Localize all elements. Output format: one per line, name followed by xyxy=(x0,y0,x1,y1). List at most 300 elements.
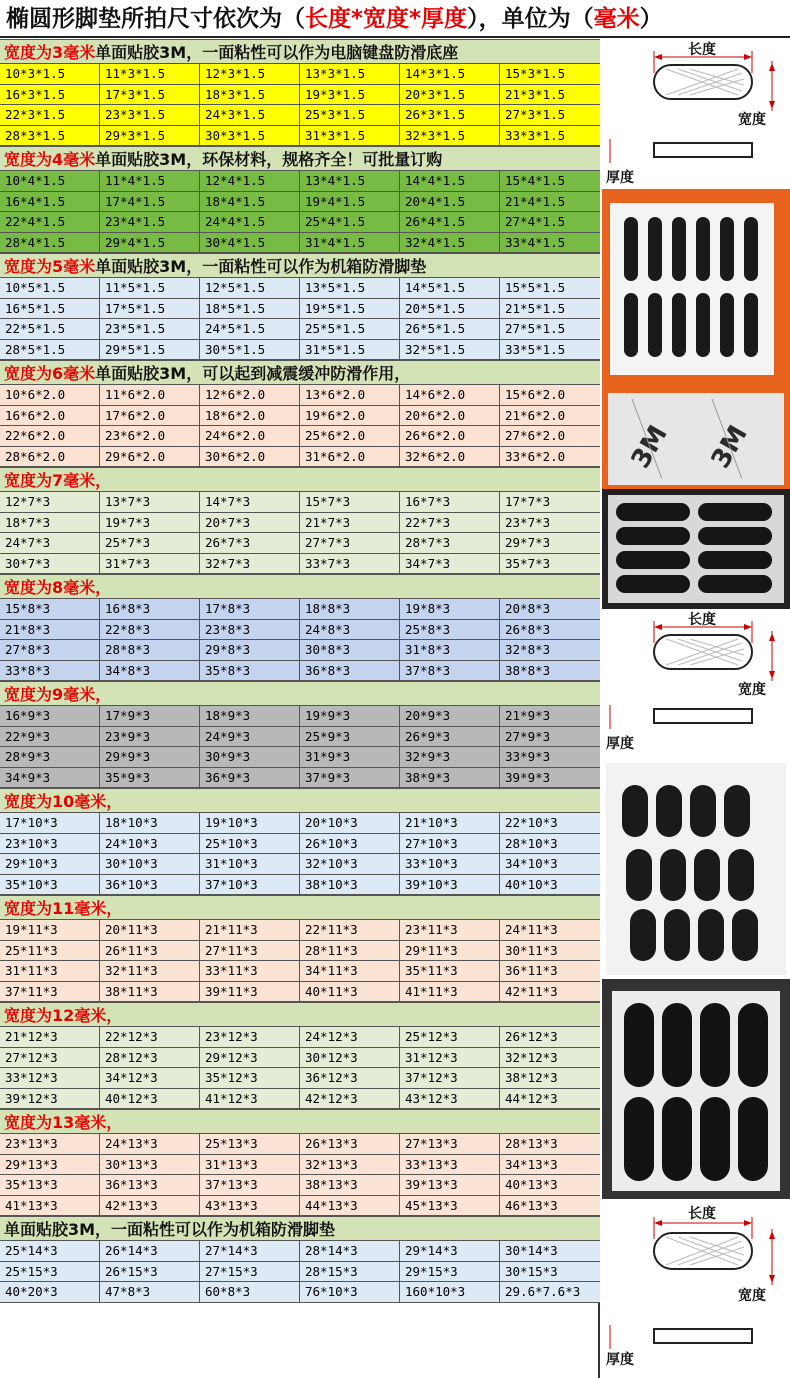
title-part4: 毫米 xyxy=(593,6,640,32)
table-row xyxy=(0,747,600,768)
size-cell: 28*4*1.5 xyxy=(0,233,100,253)
section-header-width: 宽度为4毫米 xyxy=(4,150,96,169)
size-cell: 42*12*3 xyxy=(300,1089,400,1109)
size-cell: 33*12*3 xyxy=(0,1068,100,1088)
section-header-width: 宽度为11毫米， xyxy=(4,899,123,918)
size-cell: 20*7*3 xyxy=(200,513,300,533)
size-cell: 25*12*3 xyxy=(400,1027,500,1047)
size-cell: 27*8*3 xyxy=(0,640,100,660)
size-cell: 20*3*1.5 xyxy=(400,85,500,105)
size-cell: 15*4*1.5 xyxy=(505,173,566,188)
size-cell: 25*6*2.0 xyxy=(300,426,400,446)
section-header xyxy=(0,1109,600,1134)
size-cell: 22*5*1.5 xyxy=(0,319,100,339)
width-label-1: 宽度 xyxy=(738,112,766,128)
size-section-3 xyxy=(0,360,600,467)
table-row xyxy=(0,85,600,106)
table-row xyxy=(0,319,600,340)
size-cell: 38*13*3 xyxy=(300,1175,400,1195)
size-cell: 25*7*3 xyxy=(100,533,200,553)
length-label-1: 长度 xyxy=(688,42,716,58)
size-cell: 19*10*3 xyxy=(200,813,300,833)
size-cell: 37*8*3 xyxy=(400,661,500,681)
table-row xyxy=(0,126,600,147)
size-cell: 19*11*3 xyxy=(0,920,100,940)
table-row xyxy=(0,492,600,513)
size-cell: 24*4*1.5 xyxy=(200,212,300,232)
size-cell: 35*12*3 xyxy=(200,1068,300,1088)
length-label-3: 长度 xyxy=(688,1206,716,1222)
size-cell: 20*8*3 xyxy=(505,601,551,616)
table-row xyxy=(0,813,600,834)
title-part5: ） xyxy=(639,6,663,32)
size-cell: 27*12*3 xyxy=(0,1048,100,1068)
product-photo-horizontal-pads xyxy=(602,489,790,609)
size-cell: 17*4*1.5 xyxy=(100,192,200,212)
table-row xyxy=(0,1241,600,1262)
size-cell: 33*13*3 xyxy=(400,1155,500,1175)
section-header-description: 单面贴胶3M，一面粘性可以作为机箱防滑脚垫 xyxy=(95,257,427,276)
table-row xyxy=(0,961,600,982)
table-row xyxy=(0,233,600,254)
size-cell: 20*10*3 xyxy=(300,813,400,833)
size-section-9 xyxy=(0,1002,600,1109)
table-row xyxy=(0,426,600,447)
size-cell: 24*10*3 xyxy=(100,834,200,854)
size-cell: 17*9*3 xyxy=(100,706,200,726)
size-cell: 32*11*3 xyxy=(100,961,200,981)
size-cell: 29*15*3 xyxy=(400,1262,500,1282)
size-cell: 26*11*3 xyxy=(100,941,200,961)
size-cell: 30*14*3 xyxy=(505,1243,558,1258)
size-cell: 32*10*3 xyxy=(300,854,400,874)
size-cell: 21*3*1.5 xyxy=(505,86,566,102)
size-cell: 38*8*3 xyxy=(505,662,551,678)
size-cell: 31*8*3 xyxy=(400,640,500,660)
size-cell: 29*4*1.5 xyxy=(100,233,200,253)
size-cell: 13*7*3 xyxy=(100,492,200,512)
size-cell: 13*4*1.5 xyxy=(300,171,400,191)
size-cell: 35*10*3 xyxy=(0,875,100,895)
size-cell: 14*5*1.5 xyxy=(400,278,500,298)
size-cell: 27*5*1.5 xyxy=(505,321,566,336)
table-row xyxy=(0,171,600,192)
size-cell: 17*10*3 xyxy=(0,813,100,833)
thickness-label-2: 厚度 xyxy=(606,736,634,752)
size-cell: 40*10*3 xyxy=(505,876,558,892)
section-header xyxy=(0,1216,600,1241)
size-cell: 28*7*3 xyxy=(400,533,500,553)
size-cell: 39*10*3 xyxy=(400,875,500,895)
size-cell: 21*10*3 xyxy=(400,813,500,833)
size-cell: 23*9*3 xyxy=(100,727,200,747)
product-photo-vertical-pads xyxy=(602,189,790,389)
size-section-2 xyxy=(0,253,600,360)
size-cell: 33*11*3 xyxy=(200,961,300,981)
size-cell: 21*5*1.5 xyxy=(505,300,566,316)
size-table xyxy=(0,39,600,1378)
size-cell: 13*6*2.0 xyxy=(300,385,400,405)
size-cell: 35*11*3 xyxy=(400,961,500,981)
size-cell: 24*12*3 xyxy=(300,1027,400,1047)
size-cell: 35*13*3 xyxy=(0,1175,100,1195)
size-cell: 19*5*1.5 xyxy=(300,299,400,319)
size-cell: 25*8*3 xyxy=(400,620,500,640)
size-cell: 16*4*1.5 xyxy=(0,192,100,212)
size-cell: 42*13*3 xyxy=(100,1196,200,1216)
size-cell: 24*9*3 xyxy=(200,727,300,747)
dimension-diagram-3 xyxy=(602,1199,790,1378)
section-header-description: 单面贴胶3M，环保材料，规格齐全！可批量订购 xyxy=(95,150,443,169)
size-cell: 33*5*1.5 xyxy=(505,341,566,357)
size-cell: 23*12*3 xyxy=(200,1027,300,1047)
table-row xyxy=(0,727,600,748)
size-cell: 12*6*2.0 xyxy=(200,385,300,405)
section-header xyxy=(0,1002,600,1027)
size-cell: 10*5*1.5 xyxy=(0,278,100,298)
size-cell: 23*13*3 xyxy=(0,1134,100,1154)
size-cell: 15*3*1.5 xyxy=(505,66,566,81)
table-row xyxy=(0,406,600,427)
size-cell: 26*6*2.0 xyxy=(400,426,500,446)
size-cell: 32*13*3 xyxy=(300,1155,400,1175)
table-row xyxy=(0,706,600,727)
section-header-width: 宽度为8毫米， xyxy=(4,578,112,597)
size-cell: 22*7*3 xyxy=(400,513,500,533)
size-cell: 34*12*3 xyxy=(100,1068,200,1088)
table-row xyxy=(0,1027,600,1048)
size-section-10 xyxy=(0,1109,600,1216)
size-cell: 28*8*3 xyxy=(100,640,200,660)
size-cell: 40*20*3 xyxy=(0,1282,100,1302)
size-section-5 xyxy=(0,574,600,681)
size-cell: 27*7*3 xyxy=(300,533,400,553)
size-cell: 27*15*3 xyxy=(200,1262,300,1282)
size-cell: 41*11*3 xyxy=(400,982,500,1002)
size-cell: 14*3*1.5 xyxy=(400,64,500,84)
size-cell: 39*12*3 xyxy=(0,1089,100,1109)
size-cell: 23*6*2.0 xyxy=(100,426,200,446)
section-header xyxy=(0,360,600,385)
table-row xyxy=(0,64,600,85)
section-header-width: 宽度为13毫米， xyxy=(4,1113,123,1132)
size-cell: 27*11*3 xyxy=(200,941,300,961)
size-cell: 44*12*3 xyxy=(505,1090,558,1106)
size-cell: 17*5*1.5 xyxy=(100,299,200,319)
size-cell: 34*7*3 xyxy=(400,554,500,574)
product-image-column xyxy=(602,39,790,1378)
size-cell: 12*4*1.5 xyxy=(200,171,300,191)
table-row xyxy=(0,192,600,213)
size-cell: 28*11*3 xyxy=(300,941,400,961)
size-cell: 29*14*3 xyxy=(400,1241,500,1261)
table-row xyxy=(0,105,600,126)
table-row xyxy=(0,1262,600,1283)
size-cell: 36*8*3 xyxy=(300,661,400,681)
title-part3: ），单位为（ xyxy=(467,6,594,32)
size-cell: 29*8*3 xyxy=(200,640,300,660)
size-cell: 30*13*3 xyxy=(100,1155,200,1175)
size-cell: 31*9*3 xyxy=(300,747,400,767)
size-cell: 24*8*3 xyxy=(300,620,400,640)
size-cell: 24*13*3 xyxy=(100,1134,200,1154)
size-cell: 18*10*3 xyxy=(100,813,200,833)
section-header xyxy=(0,574,600,599)
size-cell: 16*8*3 xyxy=(100,599,200,619)
size-cell: 19*8*3 xyxy=(400,599,500,619)
size-cell: 20*4*1.5 xyxy=(400,192,500,212)
size-cell: 47*8*3 xyxy=(100,1282,200,1302)
size-cell: 26*4*1.5 xyxy=(400,212,500,232)
size-cell: 12*7*3 xyxy=(0,492,100,512)
size-cell: 28*13*3 xyxy=(505,1136,558,1151)
size-cell: 10*3*1.5 xyxy=(0,64,100,84)
thickness-label-3: 厚度 xyxy=(606,1352,634,1368)
table-row xyxy=(0,554,600,575)
table-row xyxy=(0,513,600,534)
size-cell: 21*11*3 xyxy=(200,920,300,940)
size-cell: 12*5*1.5 xyxy=(200,278,300,298)
size-cell: 10*4*1.5 xyxy=(0,171,100,191)
size-cell: 21*4*1.5 xyxy=(505,193,566,209)
table-row xyxy=(0,1134,600,1155)
size-cell: 27*9*3 xyxy=(505,728,551,744)
size-cell: 36*11*3 xyxy=(505,963,558,978)
size-cell: 43*12*3 xyxy=(400,1089,500,1109)
size-cell: 33*4*1.5 xyxy=(505,234,566,250)
size-cell: 20*9*3 xyxy=(400,706,500,726)
size-cell: 27*6*2.0 xyxy=(505,428,566,443)
size-cell: 30*15*3 xyxy=(505,1263,558,1279)
size-cell: 29*10*3 xyxy=(0,854,100,874)
section-header xyxy=(0,39,600,64)
size-cell: 32*12*3 xyxy=(505,1049,558,1065)
size-cell: 38*9*3 xyxy=(400,768,500,788)
size-cell: 24*6*2.0 xyxy=(200,426,300,446)
section-header xyxy=(0,467,600,492)
size-cell: 22*10*3 xyxy=(505,815,558,830)
size-cell: 30*7*3 xyxy=(0,554,100,574)
size-cell: 28*12*3 xyxy=(100,1048,200,1068)
size-cell: 32*5*1.5 xyxy=(400,340,500,360)
size-cell: 25*11*3 xyxy=(0,941,100,961)
size-cell: 15*5*1.5 xyxy=(505,280,566,295)
size-cell: 31*7*3 xyxy=(100,554,200,574)
size-cell: 28*14*3 xyxy=(300,1241,400,1261)
table-row xyxy=(0,533,600,554)
table-row xyxy=(0,1282,600,1303)
size-cell: 44*13*3 xyxy=(300,1196,400,1216)
size-cell: 23*5*1.5 xyxy=(100,319,200,339)
product-photo-short-pads xyxy=(602,759,790,979)
page-title xyxy=(0,0,790,38)
size-section-11 xyxy=(0,1216,600,1303)
size-cell: 26*3*1.5 xyxy=(400,105,500,125)
size-cell: 31*4*1.5 xyxy=(300,233,400,253)
size-cell: 26*8*3 xyxy=(505,621,551,637)
section-header-width: 宽度为3毫米 xyxy=(4,43,96,62)
size-cell: 25*15*3 xyxy=(0,1262,100,1282)
size-cell: 36*10*3 xyxy=(100,875,200,895)
size-cell: 26*14*3 xyxy=(100,1241,200,1261)
size-cell: 21*9*3 xyxy=(505,708,551,723)
size-cell: 30*9*3 xyxy=(200,747,300,767)
size-cell: 33*3*1.5 xyxy=(505,127,566,143)
size-cell: 22*4*1.5 xyxy=(0,212,100,232)
size-cell: 45*13*3 xyxy=(400,1196,500,1216)
size-cell: 22*8*3 xyxy=(100,620,200,640)
table-row xyxy=(0,854,600,875)
width-label-3: 宽度 xyxy=(738,1288,766,1304)
size-cell: 41*12*3 xyxy=(200,1089,300,1109)
size-cell: 21*7*3 xyxy=(300,513,400,533)
size-cell: 31*10*3 xyxy=(200,854,300,874)
size-cell: 14*7*3 xyxy=(200,492,300,512)
size-cell: 33*7*3 xyxy=(300,554,400,574)
table-row xyxy=(0,875,600,896)
size-cell: 38*12*3 xyxy=(505,1070,558,1085)
section-header xyxy=(0,146,600,171)
size-cell: 23*3*1.5 xyxy=(100,105,200,125)
table-row xyxy=(0,212,600,233)
product-photo-long-pads xyxy=(602,979,790,1199)
size-cell: 22*6*2.0 xyxy=(0,426,100,446)
size-cell: 21*6*2.0 xyxy=(505,407,566,423)
size-cell: 26*5*1.5 xyxy=(400,319,500,339)
size-cell: 25*13*3 xyxy=(200,1134,300,1154)
size-cell: 15*8*3 xyxy=(0,599,100,619)
size-cell: 38*10*3 xyxy=(300,875,400,895)
size-cell: 34*8*3 xyxy=(100,661,200,681)
size-cell: 14*6*2.0 xyxy=(400,385,500,405)
section-header xyxy=(0,681,600,706)
size-cell: 19*7*3 xyxy=(100,513,200,533)
size-cell: 24*5*1.5 xyxy=(200,319,300,339)
size-cell: 20*5*1.5 xyxy=(400,299,500,319)
size-cell: 29*9*3 xyxy=(100,747,200,767)
size-cell: 31*3*1.5 xyxy=(300,126,400,146)
size-cell: 34*10*3 xyxy=(505,856,558,871)
size-cell: 32*9*3 xyxy=(400,747,500,767)
size-cell: 43*13*3 xyxy=(200,1196,300,1216)
title-part1: 椭圆形脚垫所拍尺寸依次为（ xyxy=(6,6,305,32)
size-cell: 60*8*3 xyxy=(200,1282,300,1302)
size-cell: 10*6*2.0 xyxy=(0,385,100,405)
size-cell: 32*3*1.5 xyxy=(400,126,500,146)
size-cell: 18*9*3 xyxy=(200,706,300,726)
title-part2: 长度*宽度*厚度 xyxy=(305,6,468,32)
size-cell: 25*10*3 xyxy=(200,834,300,854)
size-cell: 21*12*3 xyxy=(0,1027,100,1047)
size-cell: 16*7*3 xyxy=(400,492,500,512)
size-cell: 40*12*3 xyxy=(100,1089,200,1109)
size-cell: 19*6*2.0 xyxy=(300,406,400,426)
size-cell: 40*13*3 xyxy=(505,1177,558,1192)
table-row xyxy=(0,278,600,299)
size-cell: 17*3*1.5 xyxy=(100,85,200,105)
size-cell: 30*12*3 xyxy=(300,1048,400,1068)
size-cell: 28*15*3 xyxy=(300,1262,400,1282)
size-cell: 23*8*3 xyxy=(200,620,300,640)
table-row xyxy=(0,920,600,941)
size-cell: 17*7*3 xyxy=(505,494,551,509)
size-cell: 17*6*2.0 xyxy=(100,406,200,426)
section-header-width: 宽度为7毫米， xyxy=(4,471,112,490)
size-cell: 13*3*1.5 xyxy=(300,64,400,84)
size-cell: 28*6*2.0 xyxy=(0,447,100,467)
size-cell: 35*7*3 xyxy=(505,555,551,571)
size-cell: 35*8*3 xyxy=(200,661,300,681)
section-header-description: 单面贴胶3M，一面粘性可以作为机箱防滑脚垫 xyxy=(4,1220,336,1239)
section-header-description: 单面贴胶3M，一面粘性可以作为电脑键盘防滑底座 xyxy=(95,43,459,62)
size-cell: 16*3*1.5 xyxy=(0,85,100,105)
size-cell: 32*7*3 xyxy=(200,554,300,574)
size-cell: 14*4*1.5 xyxy=(400,171,500,191)
size-cell: 42*11*3 xyxy=(505,983,558,999)
size-cell: 24*7*3 xyxy=(0,533,100,553)
size-cell: 26*13*3 xyxy=(300,1134,400,1154)
section-header-width: 宽度为10毫米， xyxy=(4,792,123,811)
size-cell: 34*9*3 xyxy=(0,768,100,788)
photo-svg-5 xyxy=(602,979,790,1199)
size-cell: 30*6*2.0 xyxy=(200,447,300,467)
dimension-diagram-2 xyxy=(602,609,790,759)
size-cell: 20*11*3 xyxy=(100,920,200,940)
size-cell: 27*3*1.5 xyxy=(505,107,566,122)
table-row xyxy=(0,1089,600,1110)
size-cell: 36*13*3 xyxy=(100,1175,200,1195)
table-row xyxy=(0,1175,600,1196)
size-cell: 27*10*3 xyxy=(400,834,500,854)
size-cell: 11*4*1.5 xyxy=(100,171,200,191)
size-cell: 27*13*3 xyxy=(400,1134,500,1154)
size-cell: 46*13*3 xyxy=(505,1197,558,1213)
size-cell: 29*12*3 xyxy=(200,1048,300,1068)
size-cell: 23*7*3 xyxy=(505,514,551,530)
size-cell: 34*13*3 xyxy=(505,1156,558,1172)
size-cell: 30*8*3 xyxy=(300,640,400,660)
dimension-diagram-1 xyxy=(602,39,790,189)
width-label-2: 宽度 xyxy=(738,682,766,698)
size-cell: 22*12*3 xyxy=(100,1027,200,1047)
size-cell: 31*6*2.0 xyxy=(300,447,400,467)
size-cell: 37*9*3 xyxy=(300,768,400,788)
size-section-8 xyxy=(0,895,600,1002)
size-cell: 18*5*1.5 xyxy=(200,299,300,319)
size-cell: 18*8*3 xyxy=(300,599,400,619)
photo-svg-4 xyxy=(602,759,790,979)
size-cell: 32*4*1.5 xyxy=(400,233,500,253)
table-row xyxy=(0,661,600,682)
size-cell: 23*11*3 xyxy=(400,920,500,940)
table-row xyxy=(0,1196,600,1217)
size-cell: 24*3*1.5 xyxy=(200,105,300,125)
table-row xyxy=(0,599,600,620)
size-cell: 18*6*2.0 xyxy=(200,406,300,426)
size-cell: 28*10*3 xyxy=(505,835,558,851)
size-cell: 11*6*2.0 xyxy=(100,385,200,405)
table-row xyxy=(0,620,600,641)
section-header-width: 宽度为6毫米 xyxy=(4,364,96,383)
size-cell: 12*3*1.5 xyxy=(200,64,300,84)
section-header xyxy=(0,788,600,813)
size-cell: 36*12*3 xyxy=(300,1068,400,1088)
size-cell: 36*9*3 xyxy=(200,768,300,788)
size-cell: 26*10*3 xyxy=(300,834,400,854)
size-cell: 29*3*1.5 xyxy=(100,126,200,146)
thickness-label-1: 厚度 xyxy=(606,170,634,186)
size-cell: 30*5*1.5 xyxy=(200,340,300,360)
